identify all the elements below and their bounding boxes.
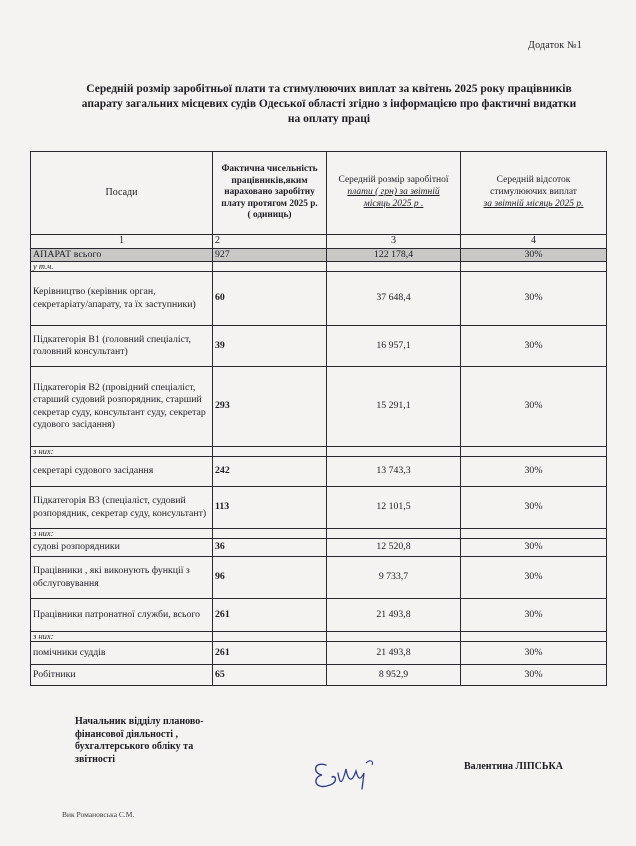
row-percent: 30% [461, 248, 607, 262]
header-bonus: Середній відсоток стимулюючих виплат за звітній місяць 2025 р. [461, 152, 607, 235]
row-salary: 13 743,3 [327, 457, 461, 487]
table-row [31, 326, 607, 367]
table-row [31, 539, 607, 557]
row-salary: 37 648,4 [327, 272, 461, 326]
row-name: АПАРАТ всього [31, 248, 213, 262]
row-name: Працівники патронатної служби, всього [31, 599, 213, 632]
row-name: Робітники [31, 665, 213, 686]
subheading-label: у т.ч. [31, 262, 213, 272]
row-count: 65 [213, 665, 327, 686]
table-row [31, 642, 607, 665]
header-count: Фактична чисельність працівників,яким нараховано заробітну плату протягом 2025 р. ( одиниць) [213, 152, 327, 235]
row-percent: 30% [461, 367, 607, 447]
row-percent: 30% [461, 272, 607, 326]
row-name: секретарі судового засідання [31, 457, 213, 487]
row-name: Підкатегорія В2 (провідний спеціаліст, старший судовий розпорядник, старший секретар суду, консультант суду, секретар судового засідання) [31, 367, 213, 447]
subheading-label: з них: [31, 447, 213, 457]
salary-table [30, 151, 607, 686]
row-salary: 122 178,4 [327, 248, 461, 262]
row-salary: 16 957,1 [327, 326, 461, 367]
table-row [31, 487, 607, 529]
row-salary: 12 520,8 [327, 539, 461, 557]
subheading-label: з них: [31, 529, 213, 539]
column-number: 3 [327, 235, 461, 249]
row-name: помічники суддів [31, 642, 213, 665]
row-name: Працівники , які виконують функції з обслуговування [31, 557, 213, 599]
table-row [31, 557, 607, 599]
row-percent: 30% [461, 599, 607, 632]
row-name: Керівництво (керівник орган, секретаріату/апарату, та їх заступники) [31, 272, 213, 326]
row-count: 927 [213, 248, 327, 262]
table-row [31, 367, 607, 447]
signature-image [308, 755, 380, 795]
table-row [31, 272, 607, 326]
title-line: апарату загальних місцевих судів Одеської області згідно з інформацією про фактичні видатки [81, 98, 577, 110]
row-count: 113 [213, 487, 327, 529]
column-number: 2 [213, 235, 327, 249]
table-row [31, 457, 607, 487]
column-number: 1 [31, 235, 213, 249]
row-salary: 15 291,1 [327, 367, 461, 447]
row-count: 96 [213, 557, 327, 599]
document-title [64, 82, 594, 127]
signatory-name: Валентина ЛІПСЬКА [464, 761, 563, 772]
row-count: 242 [213, 457, 327, 487]
column-number-row [31, 235, 607, 249]
total-row [31, 248, 607, 262]
header-salary: Середній розмір заробітної плати ( грн) за звітній місяць 2025 р . [327, 152, 461, 235]
row-percent: 30% [461, 642, 607, 665]
row-percent: 30% [461, 665, 607, 686]
subheading-label: з них: [31, 632, 213, 642]
table-row [31, 665, 607, 686]
subheading-row [31, 447, 607, 457]
row-name: Підкатегорія В3 (спеціаліст, судовий розпорядник, секретар суду, консультант) [31, 487, 213, 529]
row-percent: 30% [461, 457, 607, 487]
appendix-label: Додаток №1 [528, 40, 582, 51]
title-line: Середній розмір заробітньої плати та стимулюючих виплат за квітень 2025 року працівників [86, 83, 572, 95]
row-count: 261 [213, 642, 327, 665]
header-position: Посади [31, 152, 213, 235]
row-percent: 30% [461, 326, 607, 367]
row-salary: 9 733,7 [327, 557, 461, 599]
signatory-position: Начальник відділу планово- фінансової діяльності , бухгалтерського обліку та звітності [75, 716, 204, 765]
row-salary: 21 493,8 [327, 642, 461, 665]
subheading-row [31, 529, 607, 539]
title-line: на оплату праці [287, 113, 371, 125]
row-name: судові розпорядники [31, 539, 213, 557]
row-salary: 21 493,8 [327, 599, 461, 632]
column-number: 4 [461, 235, 607, 249]
row-percent: 30% [461, 557, 607, 599]
executor-note: Вик Романовська С.М. [62, 810, 135, 819]
row-salary: 12 101,5 [327, 487, 461, 529]
row-count: 36 [213, 539, 327, 557]
row-percent: 30% [461, 487, 607, 529]
row-count: 39 [213, 326, 327, 367]
row-salary: 8 952,9 [327, 665, 461, 686]
table-row [31, 599, 607, 632]
header-row [31, 152, 607, 235]
row-count: 261 [213, 599, 327, 632]
row-count: 60 [213, 272, 327, 326]
subheading-row [31, 632, 607, 642]
row-name: Підкатегорія В1 (головний спеціаліст, головний консультант) [31, 326, 213, 367]
subheading-row [31, 262, 607, 272]
row-percent: 30% [461, 539, 607, 557]
row-count: 293 [213, 367, 327, 447]
